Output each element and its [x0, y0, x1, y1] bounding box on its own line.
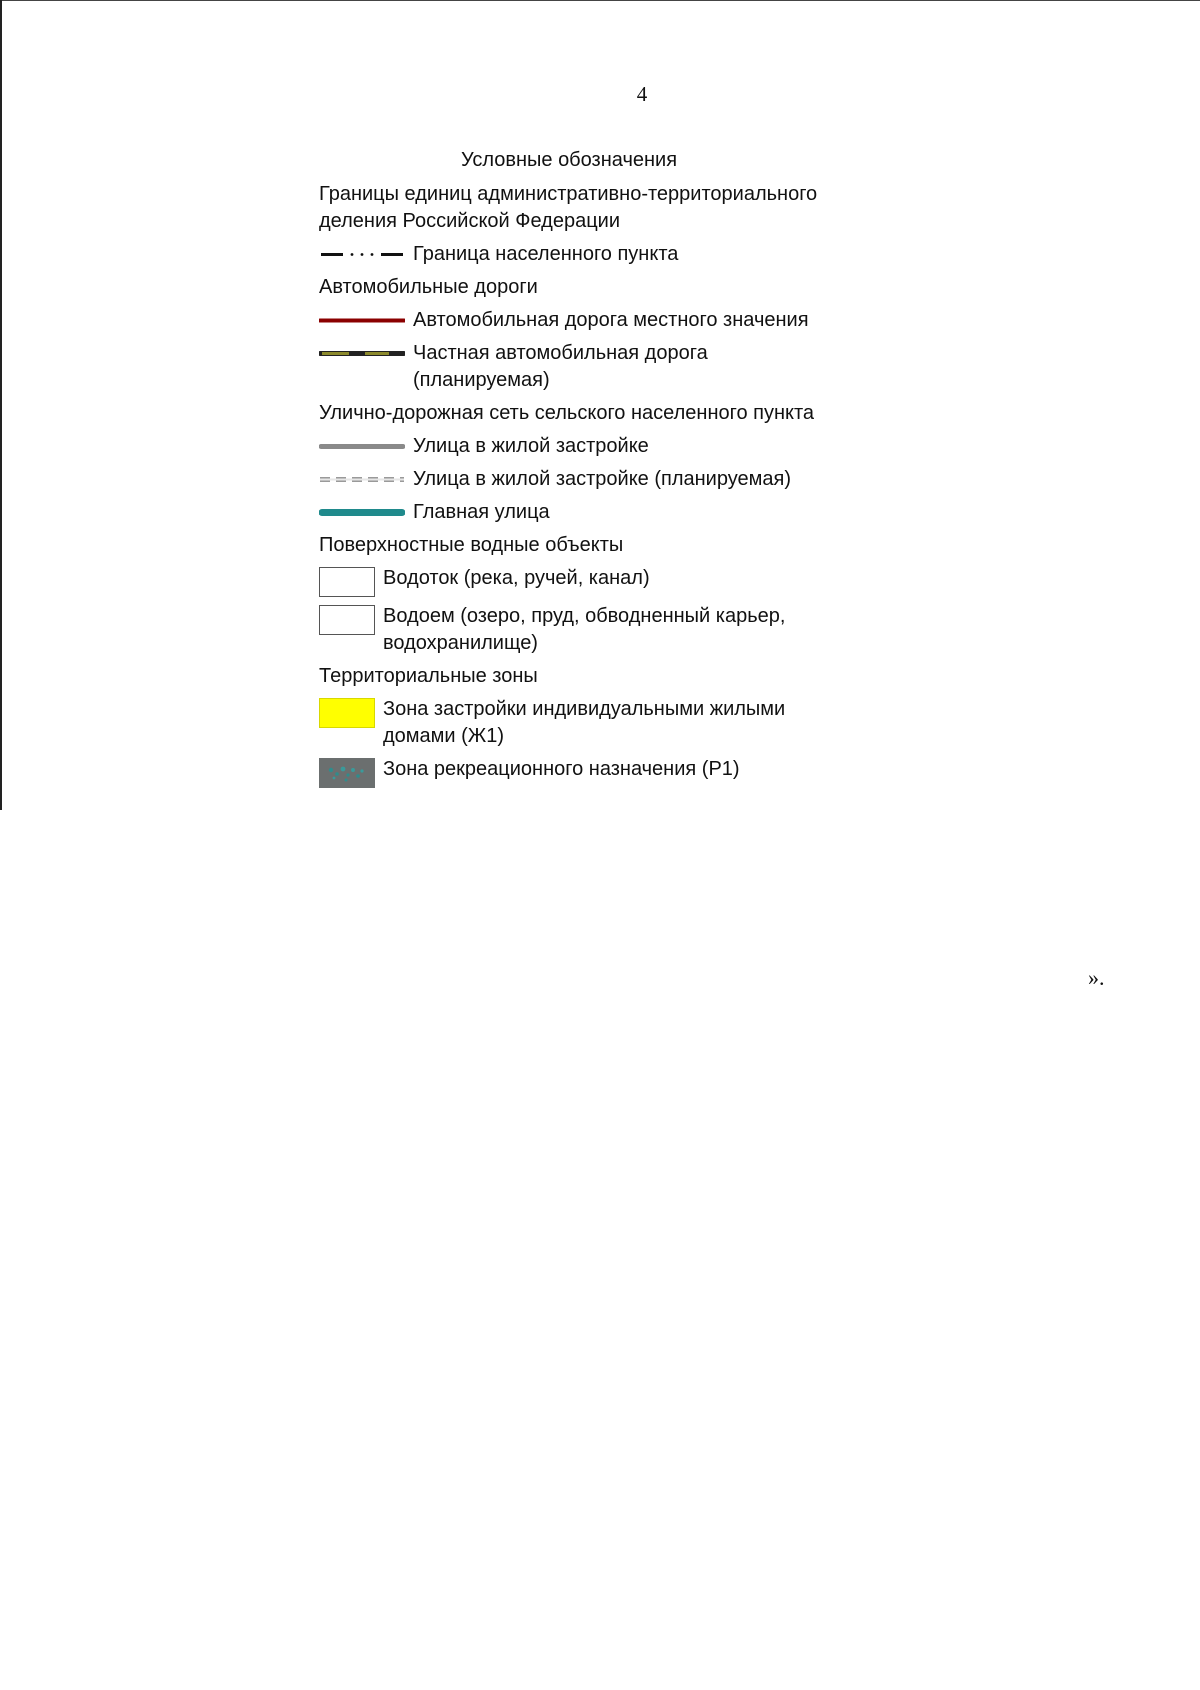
zone-residential-swatch	[319, 698, 375, 728]
zones-heading: Территориальные зоны	[319, 665, 538, 687]
watercourse-label: Водоток (река, ручей, канал)	[383, 567, 650, 589]
zone-recreation-label: Зона рекреационного назначения (Р1)	[383, 758, 740, 780]
legend-row-street-planned	[319, 466, 839, 493]
watercourse-swatch	[319, 567, 375, 597]
zone-residential-label: Зона застройки индивидуальными жилыми домами (Ж1)	[383, 698, 786, 747]
scan-edge-top	[0, 0, 1200, 1]
street-symbol	[319, 433, 405, 460]
legend-row-settlement-border	[319, 241, 839, 268]
water-heading: Поверхностные водные объекты	[319, 534, 624, 556]
page-number: 4	[636, 82, 648, 106]
legend-admin-boundaries: Границы единиц административно-территориального деления Российской Федерации	[319, 183, 818, 232]
legend-row-watercourse	[319, 565, 839, 597]
legend	[319, 147, 839, 794]
legend-row-zone-residential	[319, 696, 839, 750]
legend-row-local-road	[319, 307, 839, 334]
private-road-symbol	[319, 340, 405, 367]
street-network-heading: Улично-дорожная сеть сельского населенного пункта	[319, 402, 815, 424]
water-body-label: Водоем (озеро, пруд, обводненный карьер, водохранилище)	[383, 605, 786, 654]
local-road-label: Автомобильная дорога местного значения	[413, 309, 809, 331]
legend-title: Условные обозначения	[460, 149, 678, 171]
legend-row-street	[319, 433, 839, 460]
legend-row-private-road	[319, 340, 839, 394]
street-planned-symbol	[319, 466, 405, 493]
closing-quote-mark: ».	[1088, 965, 1105, 990]
settlement-border-label: Граница населенного пункта	[413, 243, 679, 265]
legend-row-water-body	[319, 603, 839, 657]
water-body-swatch	[319, 605, 375, 635]
roads-heading: Автомобильные дороги	[319, 276, 538, 298]
street-planned-label: Улица в жилой застройке (планируемая)	[413, 468, 792, 490]
private-road-label: Частная автомобильная дорога (планируемая)	[413, 342, 708, 391]
main-street-label: Главная улица	[413, 501, 550, 523]
zone-recreation-swatch	[319, 758, 375, 788]
legend-row-zone-recreation	[319, 756, 839, 788]
settlement-border-symbol	[319, 241, 405, 268]
scan-edge-left	[0, 0, 2, 810]
street-label: Улица в жилой застройке	[413, 435, 649, 457]
main-street-symbol	[319, 499, 405, 526]
legend-row-main-street	[319, 499, 839, 526]
local-road-symbol	[319, 307, 405, 334]
